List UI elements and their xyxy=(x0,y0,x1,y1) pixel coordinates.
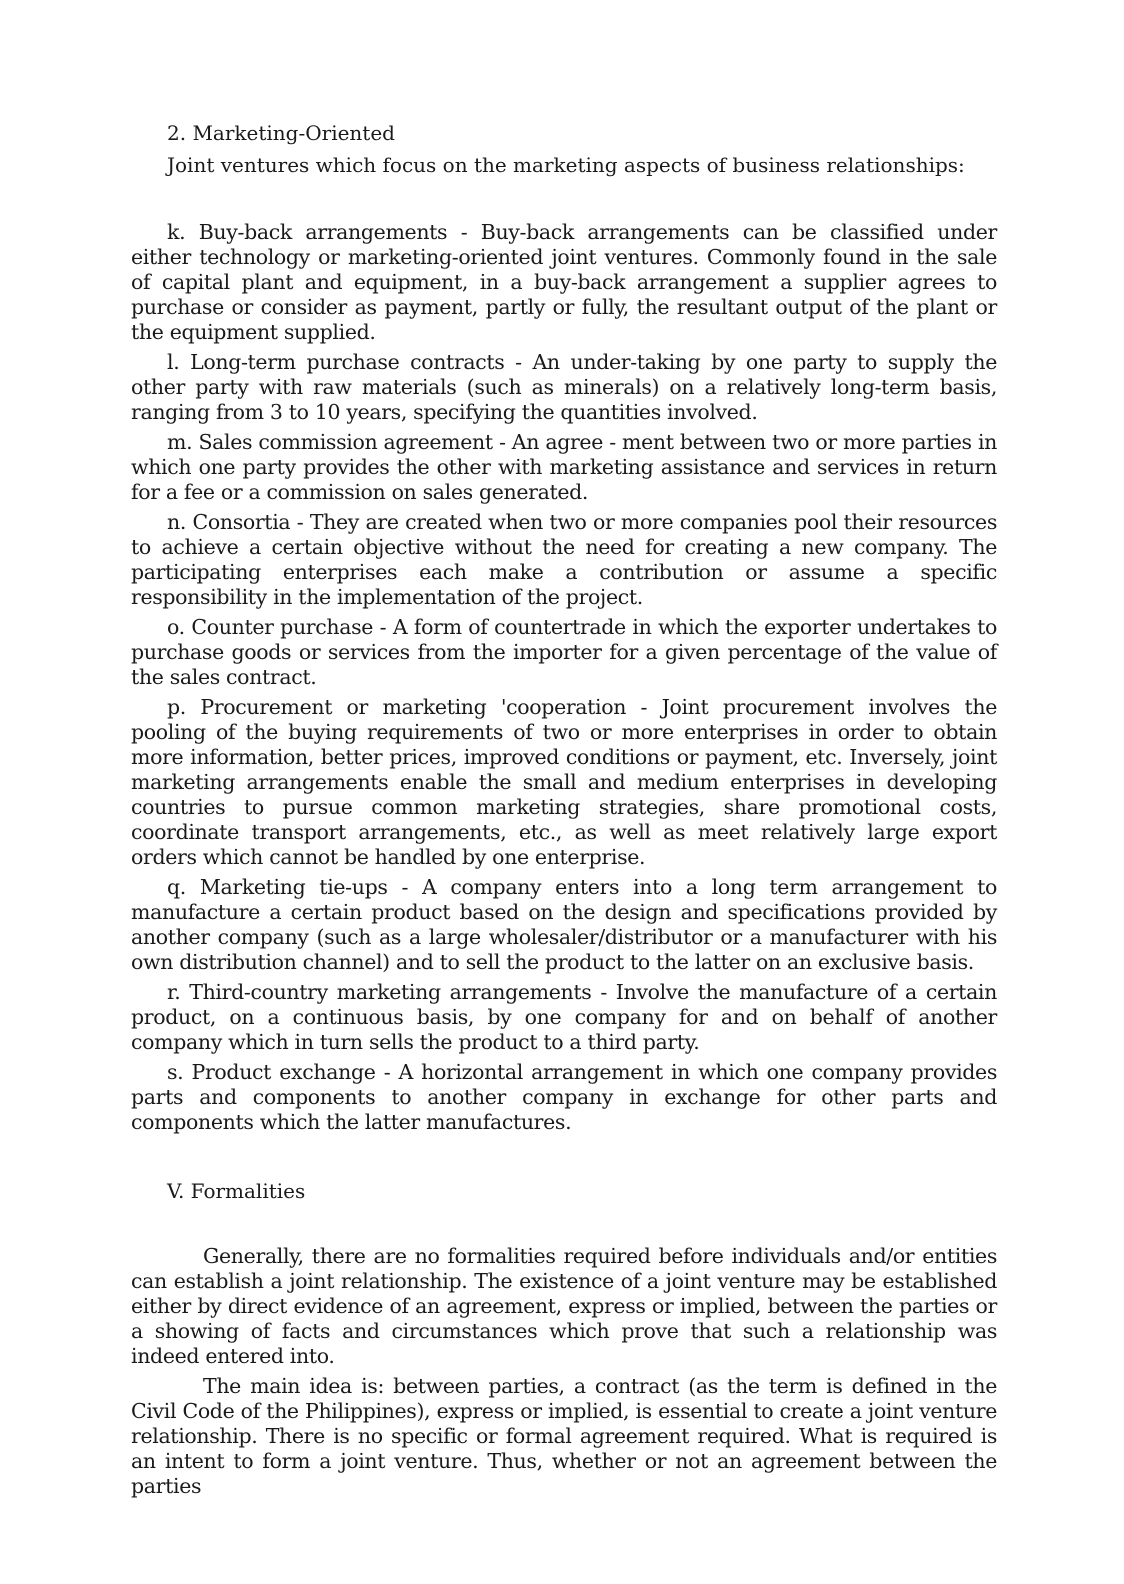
section-intro: Joint ventures which focus on the marketing aspects of business relationships: xyxy=(167,153,965,177)
section-heading-marketing-oriented: 2. Marketing-Oriented xyxy=(167,121,395,145)
section-heading-formalities: V. Formalities xyxy=(167,1179,306,1203)
item-p-procurement: p. Procurement or marketing 'cooperation - Joint procurement involves the pooling of the buying requirements of two or more enterprises in order to obtain more information, better prices, improved conditions or payment, etc. Inversely, joint marketing arrangements enable the small and medium enterprises in developing countries to pursue common marketing strategies, share promotional costs, coordinate transport arrangements, etc., as well as meet relatively large export orders which cannot be handled by one enterprise. xyxy=(131,695,997,869)
item-list xyxy=(131,220,997,1135)
item-q-marketing-tie-ups: q. Marketing tie-ups - A company enters into a long term arrangement to manufacture a certain product based on the design and specifications provided by another company (such as a large wholesaler/distributor or a manufacturer with his own distribution channel) and to sell the product to the latter on an exclusive basis. xyxy=(131,875,997,974)
item-s-product-exchange: s. Product exchange - A horizontal arrangement in which one company provides parts and components to another company in exchange for other parts and components which the latter manufactures. xyxy=(131,1060,997,1134)
item-o-counter-purchase: o. Counter purchase - A form of countertrade in which the exporter undertakes to purchase goods or services from the importer for a given percentage of the value of the sales contract. xyxy=(131,615,997,689)
item-r-third-country: r. Third-country marketing arrangements - Involve the manufacture of a certain product, on a continuous basis, by one company for and on behalf of another company which in turn sells the product to a third party. xyxy=(131,980,997,1054)
document-page xyxy=(131,118,997,1504)
formalities-body xyxy=(131,1244,997,1499)
formalities-paragraph: Generally, there are no formalities required before individuals and/or entities can establish a joint relationship. The existence of a joint venture may be established either by direct evidence of an agreement, express or implied, between the parties or a showing of facts and circumstances which prove that such a relationship was indeed entered into. xyxy=(131,1244,997,1368)
item-l-long-term-purchase: l. Long-term purchase contracts - An under-taking by one party to supply the other party with raw materials (such as minerals) on a relatively long-term basis, ranging from 3 to 10 years, specifying the quantities involved. xyxy=(131,350,997,424)
item-n-consortia: n. Consortia - They are created when two or more companies pool their resources to achieve a certain objective without the need for creating a new company. The participating enterprises each make a contribution or assume a specific responsibility in the implementation of the project. xyxy=(131,510,997,609)
item-m-sales-commission: m. Sales commission agreement - An agree - ment between two or more parties in which one party provides the other with marketing assistance and services in return for a fee or a commission on sales generated. xyxy=(131,430,997,504)
item-k-buy-back: k. Buy-back arrangements - Buy-back arrangements can be classified under either technology or marketing-oriented joint ventures. Commonly found in the sale of capital plant and equipment, in a buy-back arrangement a supplier agrees to purchase or consider as payment, partly or fully, the resultant output of the plant or the equipment supplied. xyxy=(131,220,997,344)
formalities-paragraph: The main idea is: between parties, a contract (as the term is defined in the Civil Code of the Philippines), express or implied, is essential to create a joint venture relationship. There is no specific or formal agreement required. What is required is an intent to form a joint venture. Thus, whether or not an agreement between the parties xyxy=(131,1374,997,1498)
